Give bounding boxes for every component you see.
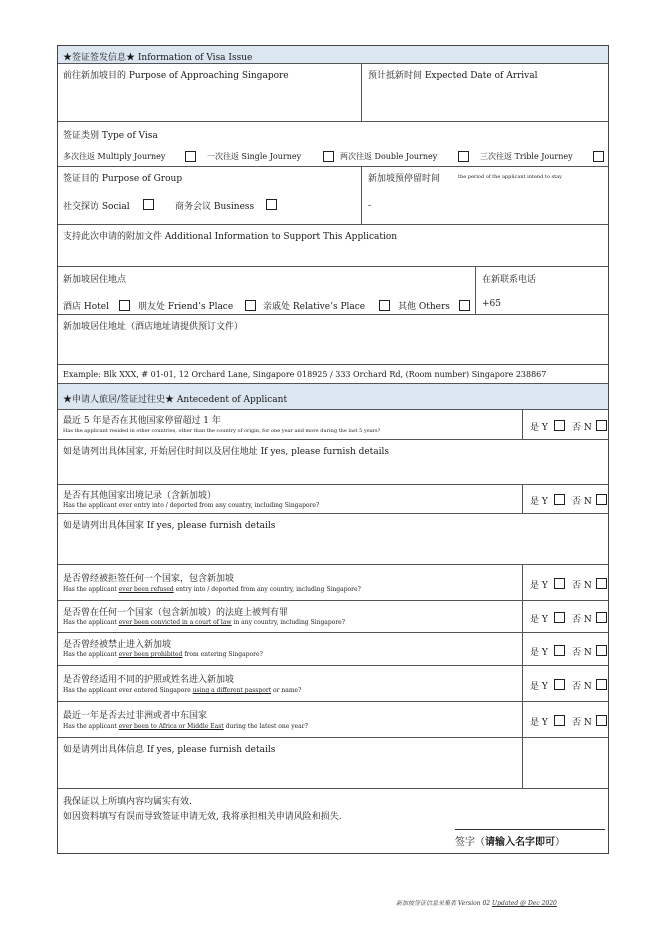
- group-social-checkbox[interactable]: [143, 199, 154, 210]
- residence-relative-checkbox[interactable]: [379, 300, 390, 311]
- address-example-row: [58, 365, 608, 384]
- question-row-entry: [58, 485, 608, 514]
- visa-form: [57, 45, 609, 854]
- question-cn: 是否曾在任何一个国家（包含新加坡）的法庭上被判有罪: [63, 608, 289, 618]
- visa-type-row: [58, 122, 608, 167]
- residence-others-label: 其他 Others: [398, 302, 450, 312]
- no-label: 否 N: [572, 423, 592, 433]
- q7-detail-side-cell: [522, 738, 608, 788]
- answer-cell: [522, 702, 608, 737]
- question-text-cell: [58, 601, 522, 632]
- visa-type-label: 签证类别 Type of Visa: [63, 131, 158, 141]
- residence-hotel-label: 酒店 Hotel: [63, 302, 109, 312]
- q1-detail-label: 如是请列出具体国家, 开始居住时间以及居住地址 If yes, please furnish details: [63, 447, 390, 457]
- visa-type-multiple-label: 多次往返 Multiply Journey: [63, 152, 166, 161]
- stay-cell[interactable]: [361, 167, 608, 224]
- no-checkbox[interactable]: [596, 494, 607, 505]
- question-row-africa: [58, 702, 608, 738]
- purpose-label: 前往新加坡目的 Purpose of Approaching Singapore: [63, 71, 289, 81]
- q2-detail-row[interactable]: [58, 514, 608, 565]
- question-cn: 是否有其他国家出境记录（含新加坡）: [63, 491, 217, 501]
- q7-detail-label: 如是请列出具体信息 If yes, please furnish details: [63, 745, 276, 755]
- additional-row[interactable]: [58, 225, 608, 267]
- residence-others-checkbox[interactable]: [459, 300, 470, 311]
- residence-relative-label: 亲戚处 Relative’s Place: [263, 302, 366, 312]
- question-text-cell: [58, 633, 522, 665]
- purpose-cell[interactable]: [58, 64, 361, 121]
- question-en: Has the applicant ever been to Africa or Middle East during the latest one year?: [63, 723, 308, 730]
- question-en: Has the applicant resided in other countries, other than the country of origin, for one year and more during the last 5 years?: [63, 428, 381, 434]
- phone-cell[interactable]: [475, 267, 608, 314]
- residence-phone-row: [58, 267, 608, 315]
- address-label: 新加坡居住地址（酒店地址请提供预订文件）: [63, 322, 244, 332]
- question-en: Has the applicant ever been refused entry into / deported from any country, including Singapore?: [63, 586, 361, 593]
- yes-checkbox[interactable]: [554, 578, 565, 589]
- yes-label: 是 Y: [530, 423, 548, 433]
- declaration-line-1: 我保证以上所填内容均属实有效.: [63, 797, 192, 807]
- yes-label: 是 Y: [530, 615, 548, 625]
- no-checkbox[interactable]: [596, 645, 607, 656]
- signature-line: [455, 829, 605, 830]
- no-label: 否 N: [572, 497, 592, 507]
- group-label: 签证目的 Purpose of Group: [63, 174, 183, 184]
- q7-detail-row: [58, 738, 608, 789]
- question-row-refused: [58, 565, 608, 601]
- stay-note: the period of the applicant intend to stay: [458, 174, 562, 180]
- group-stay-row: [58, 167, 608, 225]
- answer-cell: [522, 565, 608, 600]
- arrival-cell[interactable]: [361, 64, 608, 121]
- answer-cell: [522, 601, 608, 632]
- question-row-prohibited: [58, 633, 608, 666]
- no-label: 否 N: [572, 648, 592, 658]
- residence-cell: [58, 267, 475, 314]
- visa-type-double-checkbox[interactable]: [458, 151, 469, 162]
- applicant-section-title: ★申请人旅居/签证过往史★ Antecedent of Applicant: [63, 395, 288, 405]
- no-label: 否 N: [572, 718, 592, 728]
- yes-checkbox[interactable]: [554, 645, 565, 656]
- question-cn: 是否曾经适用不同的护照或姓名进入新加坡: [63, 675, 235, 685]
- question-cn: 最近 5 年是否在其他国家停留超过 1 年: [63, 416, 221, 426]
- stay-value[interactable]: -: [368, 201, 372, 211]
- yes-checkbox[interactable]: [554, 494, 565, 505]
- question-text-cell: [58, 702, 522, 737]
- signature-label[interactable]: 签字（请输入名字即可）: [455, 837, 565, 848]
- yes-checkbox[interactable]: [554, 420, 565, 431]
- purpose-arrival-row: [58, 64, 608, 122]
- address-row[interactable]: [58, 315, 608, 365]
- question-text-cell: [58, 565, 522, 600]
- yes-label: 是 Y: [530, 682, 548, 692]
- visa-section-title: ★签证签发信息★ Information of Visa Issue: [63, 53, 253, 63]
- visa-type-single-checkbox[interactable]: [323, 151, 334, 162]
- yes-checkbox[interactable]: [554, 679, 565, 690]
- answer-cell: [522, 485, 608, 513]
- no-checkbox[interactable]: [596, 715, 607, 726]
- residence-label: 新加坡居住地点: [63, 275, 127, 285]
- question-row-passport: [58, 666, 608, 702]
- question-en: Has the applicant ever entered Singapore using a different passport or name?: [63, 687, 302, 694]
- yes-checkbox[interactable]: [554, 715, 565, 726]
- yes-label: 是 Y: [530, 718, 548, 728]
- question-cn: 是否曾经被拒签任何一个国家，包含新加坡: [63, 574, 235, 584]
- visa-type-single-label: 一次往返 Single Journey: [207, 152, 302, 161]
- footer-version: 新加坡签证信息采集表 Version 02 Updated @ Dec 2020: [396, 900, 557, 907]
- group-business-checkbox[interactable]: [266, 199, 277, 210]
- group-cell: [58, 167, 361, 224]
- applicant-section-header: [58, 384, 608, 410]
- yes-checkbox[interactable]: [554, 612, 565, 623]
- question-row-convicted: [58, 601, 608, 633]
- no-label: 否 N: [572, 682, 592, 692]
- no-label: 否 N: [572, 581, 592, 591]
- answer-cell: [522, 633, 608, 665]
- visa-type-triple-checkbox[interactable]: [593, 151, 604, 162]
- question-text-cell: [58, 485, 522, 513]
- declaration-line-2: 如因资料填写有误而导致签证申请无效, 我将承担相关申请风险和损失.: [63, 812, 342, 822]
- declaration-row: [58, 789, 608, 853]
- yes-label: 是 Y: [530, 581, 548, 591]
- address-example: Example: Blk XXX, # 01-01, 12 Orchard Lane, Singapore 018925 / 333 Orchard Rd, (Room number) Singapore 238867: [63, 370, 547, 379]
- phone-label: 在新联系电话: [482, 275, 537, 285]
- visa-type-triple-label: 三次往返 Trible Journey: [480, 152, 573, 161]
- residence-friend-checkbox[interactable]: [245, 300, 256, 311]
- stay-label: 新加坡预停留时间: [368, 174, 441, 184]
- group-social-label: 社交探访 Social: [63, 202, 130, 212]
- question-text-cell: [58, 410, 522, 439]
- question-en: Has the applicant ever entry into / deported from any country, including Singapore?: [63, 502, 320, 509]
- yes-label: 是 Y: [530, 497, 548, 507]
- question-en: Has the applicant ever been convicted in a court of law in any country, including Singapore?: [63, 619, 345, 626]
- question-cn: 最近一年是否去过非洲或者中东国家: [63, 711, 208, 721]
- question-row-resided: [58, 410, 608, 440]
- answer-cell: [522, 666, 608, 701]
- arrival-label: 预计抵新时间 Expected Date of Arrival: [368, 71, 538, 81]
- phone-value[interactable]: +65: [482, 299, 501, 309]
- question-cn: 是否曾经被禁止进入新加坡: [63, 640, 172, 650]
- q2-detail-label: 如是请列出具体国家 If yes, please furnish details: [63, 521, 276, 531]
- no-checkbox[interactable]: [596, 420, 607, 431]
- visa-type-multiple-checkbox[interactable]: [185, 151, 196, 162]
- residence-friend-label: 朋友处 Friend’s Place: [138, 302, 234, 312]
- q1-detail-row[interactable]: [58, 440, 608, 485]
- no-label: 否 N: [572, 615, 592, 625]
- question-en: Has the applicant ever been prohibited from entering Singapore?: [63, 651, 263, 658]
- visa-type-double-label: 两次往返 Double Journey: [340, 152, 438, 161]
- no-checkbox[interactable]: [596, 612, 607, 623]
- no-checkbox[interactable]: [596, 679, 607, 690]
- additional-label: 支持此次申请的附加文件 Additional Information to Support This Application: [63, 232, 398, 242]
- no-checkbox[interactable]: [596, 578, 607, 589]
- residence-hotel-checkbox[interactable]: [119, 300, 130, 311]
- answer-cell: [522, 410, 608, 439]
- yes-label: 是 Y: [530, 648, 548, 658]
- q7-detail-cell[interactable]: [58, 738, 522, 788]
- visa-section-header: [58, 46, 608, 64]
- question-text-cell: [58, 666, 522, 701]
- group-business-label: 商务会议 Business: [175, 202, 255, 212]
